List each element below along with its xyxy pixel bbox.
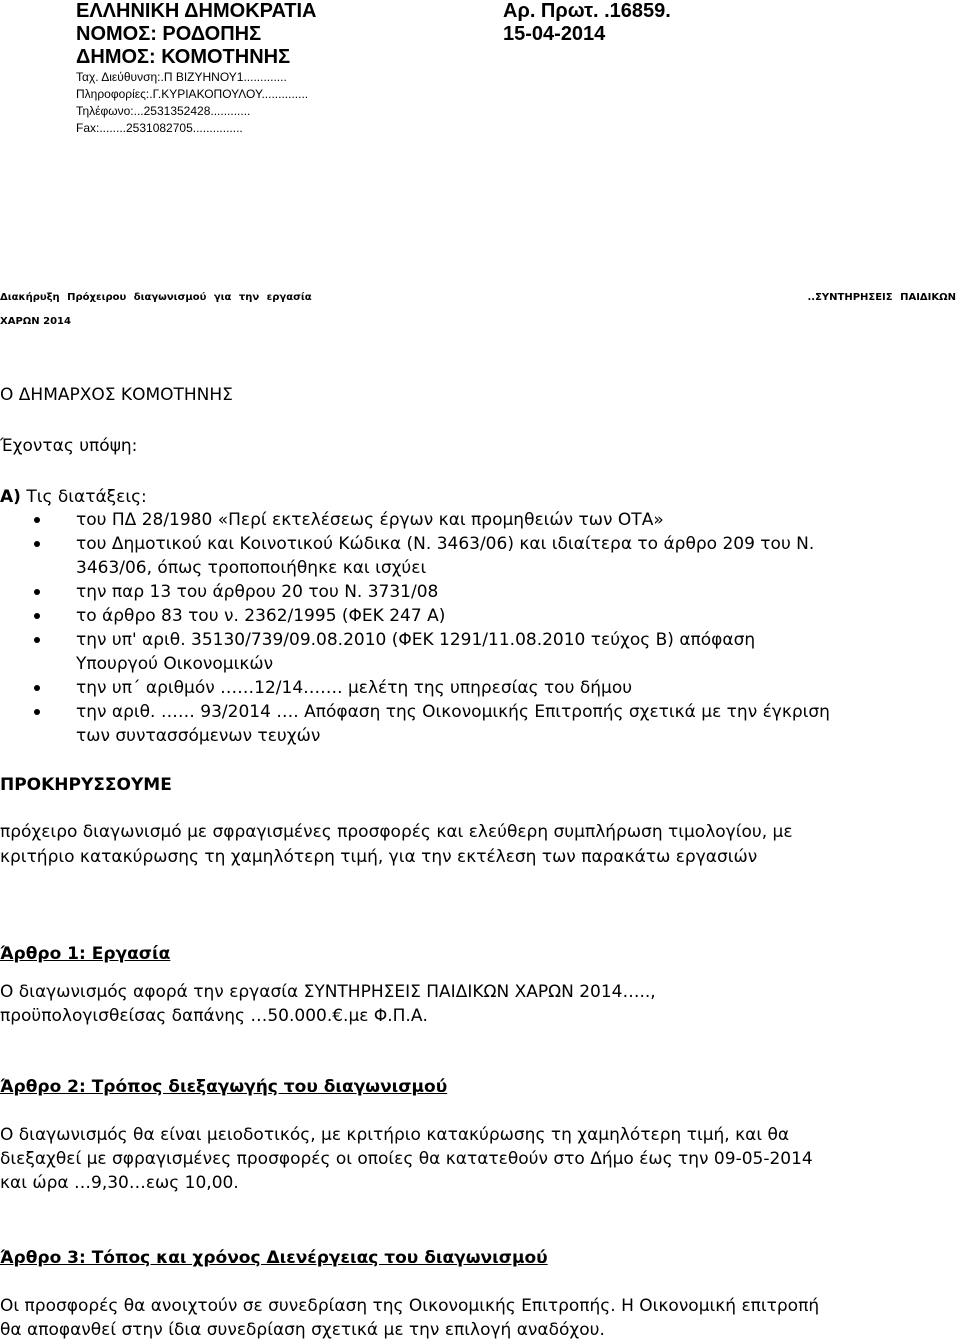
list-item: την υπ' αριθ. 35130/739/09.08.2010 (ΦΕΚ 1291/11.08.2010 τεύχος Β) απόφαση (76, 630, 756, 650)
prefecture-name: ΝΟΜΟΣ: ΡΟΔΟΠΗΣ (76, 23, 262, 45)
municipality-name: ΔΗΜΟΣ: ΚΟΜΟΤΗΝΗΣ (76, 46, 291, 68)
bullet-icon (34, 709, 40, 715)
list-item-continuation: 3463/06, όπως τροποποιήθηκε και ισχύει (76, 558, 427, 578)
list-item-continuation: Υπουργού Οικονομικών (76, 654, 274, 674)
list-item: την αριθ. …… 93/2014 …. Απόφαση της Οικονομικής Επιτροπής σχετικά με την έγκριση (76, 702, 830, 722)
list-item-continuation: των συντασσόμενων τευχών (76, 726, 321, 746)
bullet-icon (34, 685, 40, 691)
bullet-icon (34, 637, 40, 643)
document-title (0, 286, 960, 334)
document-date: 15-04-2014 (503, 23, 606, 45)
proclaim-heading: ΠΡΟΚΗΡΥΣΣΟΥΜΕ (0, 775, 172, 795)
provisions-text: Τις διατάξεις: (20, 487, 147, 507)
bullet-icon (34, 541, 40, 547)
article-1-line: Ο διαγωνισμός αφορά την εργασία ΣΥΝΤΗΡΗΣΕΙΣ ΠΑΙΔΙΚΩΝ ΧΑΡΩΝ 2014….., (0, 982, 656, 1002)
phone-number: Τηλέφωνο:...2531352428............ (76, 104, 251, 118)
article-2-line: Ο διαγωνισμός θα είναι μειοδοτικός, με κριτήριο κατακύρωσης τη χαμηλότερη τιμή, και θα (0, 1125, 790, 1145)
country-name: ΕΛΛΗΝΙΚΗ ΔΗΜΟΚΡΑΤΙΑ (76, 0, 317, 22)
considering-label: Έχοντας υπόψη: (0, 436, 138, 456)
bullet-icon (34, 517, 40, 523)
article-2-title: Άρθρο 2: Τρόπος διεξαγωγής του διαγωνισμού (0, 1077, 448, 1097)
title-left: Διακήρυξη Πρόχειρου διαγωνισμού για την εργασία (0, 292, 312, 303)
bullet-icon (34, 589, 40, 595)
article-2-line: διεξαχθεί με σφραγισμένες προσφορές οι οποίες θα κατατεθούν στο Δήμο έως την 09-05-2014 (0, 1149, 813, 1169)
article-1-line: προϋπολογισθείσας δαπάνης …50.000.€.με Φ.Π.Α. (0, 1006, 428, 1026)
list-item: την υπ΄ αριθμόν ……12/14……. μελέτη της υπηρεσίας του δήμου (76, 678, 633, 698)
list-item: του Δημοτικού και Κοινοτικού Κώδικα (Ν. 3463/06) και ιδιαίτερα το άρθρο 209 του Ν. (76, 534, 815, 554)
intro-line: πρόχειρο διαγωνισμό με σφραγισμένες προσφορές και ελεύθερη συμπλήρωση τιμολογίου, με (0, 822, 793, 842)
article-3-line: θα αποφανθεί στην ίδια συνεδρίαση σχετικά με την επιλογή αναδόχου. (0, 1320, 605, 1340)
article-3-title: Άρθρο 3: Τόπος και χρόνος Διενέργειας του διαγωνισμού (0, 1248, 548, 1268)
provisions-heading (0, 485, 147, 509)
title-line-2: ΧΑΡΩΝ 2014 (0, 316, 71, 327)
list-item: του ΠΔ 28/1980 «Περί εκτελέσεως έργων και προμηθειών των ΟΤΑ» (76, 510, 664, 530)
protocol-number: Αρ. Πρωτ. .16859. (503, 0, 671, 22)
bullet-icon (34, 613, 40, 619)
mayor-heading: Ο ΔΗΜΑΡΧΟΣ ΚΟΜΟΤΗΝΗΣ (0, 385, 233, 405)
fax-number: Fax:........2531082705............... (76, 121, 243, 135)
list-item: το άρθρο 83 του ν. 2362/1995 (ΦΕΚ 247 Α) (76, 606, 446, 626)
article-3-line: Οι προσφορές θα ανοιχτούν σε συνεδρίαση της Οικονομικής Επιτροπής. Η Οικονομική επιτροπή (0, 1296, 820, 1316)
postal-address: Ταχ. Διεύθυνση:.Π ΒΙΖΥΗΝΟΥ1............. (76, 70, 287, 84)
list-item: την παρ 13 του άρθρου 20 του Ν. 3731/08 (76, 582, 439, 602)
article-1-title: Άρθρο 1: Εργασία (0, 944, 171, 964)
provisions-label: Α) (0, 487, 21, 507)
intro-line: κριτήριο κατακύρωσης τη χαμηλότερη τιμή, για την εκτέλεση των παρακάτω εργασιών (0, 847, 758, 867)
article-2-line: και ώρα …9,30…εως 10,00. (0, 1173, 239, 1193)
title-right: ..ΣΥΝΤΗΡΗΣΕΙΣ ΠΑΙΔΙΚΩΝ (807, 292, 956, 303)
contact-person: Πληροφορίες:.Γ.ΚΥΡΙΑΚΟΠΟΥΛΟΥ.............. (76, 87, 309, 101)
